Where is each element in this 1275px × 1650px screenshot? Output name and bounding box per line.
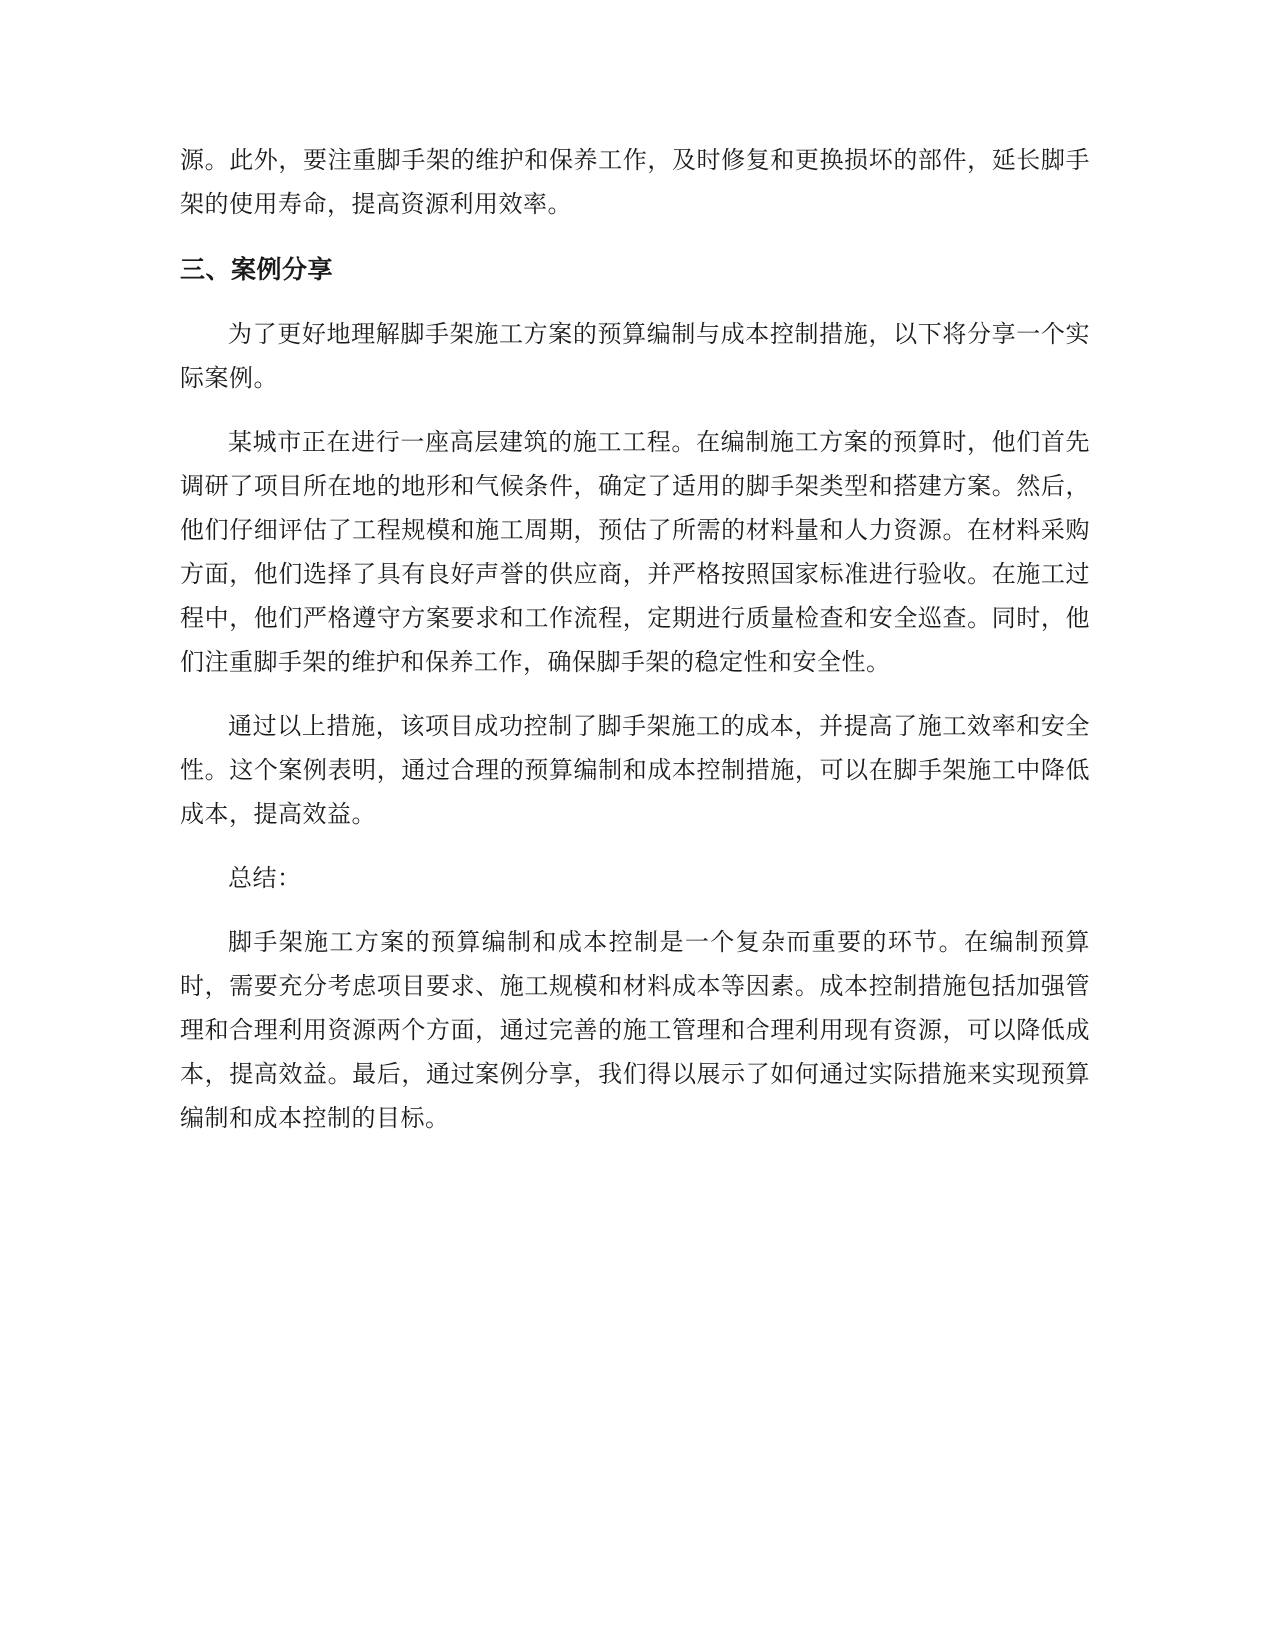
section-heading: 三、案例分享 xyxy=(180,255,334,284)
paragraph-intro: 源。此外，要注重脚手架的维护和保养工作，及时修复和更换损坏的部件，延长脚手架的使用寿命，提高资源利用效率。 xyxy=(180,146,1090,218)
paragraph-case-body: 某城市正在进行一座高层建筑的施工工程。在编制施工方案的预算时，他们首先调研了项目所在地的地形和气候条件，确定了适用的脚手架类型和搭建方案。然后，他们仔细评估了工程规模和施工周期，预估了所需的材料量和人力资源。在材料采购方面，他们选择了具有良好声誉的供应商，并严格按照国家标准进行验收。在施工过程中，他们严格遵守方案要求和工作流程，定期进行质量检查和安全巡查。同时，他们注重脚手架的维护和保养工作，确保脚手架的稳定性和安全性。 xyxy=(180,428,1090,676)
document-page xyxy=(180,138,1090,1140)
paragraph-summary: 脚手架施工方案的预算编制和成本控制是一个复杂而重要的环节。在编制预算时，需要充分考虑项目要求、施工规模和材料成本等因素。成本控制措施包括加强管理和合理利用资源两个方面，通过完善的施工管理和合理利用现有资源，可以降低成本，提高效益。最后，通过案例分享，我们得以展示了如何通过实际措施来实现预算编制和成本控制的目标。 xyxy=(180,928,1090,1132)
paragraph-case-result: 通过以上措施，该项目成功控制了脚手架施工的成本，并提高了施工效率和安全性。这个案例表明，通过合理的预算编制和成本控制措施，可以在脚手架施工中降低成本，提高效益。 xyxy=(180,712,1090,828)
paragraph-case-intro: 为了更好地理解脚手架施工方案的预算编制与成本控制措施，以下将分享一个实际案例。 xyxy=(180,320,1090,392)
summary-label: 总结： xyxy=(228,864,302,892)
